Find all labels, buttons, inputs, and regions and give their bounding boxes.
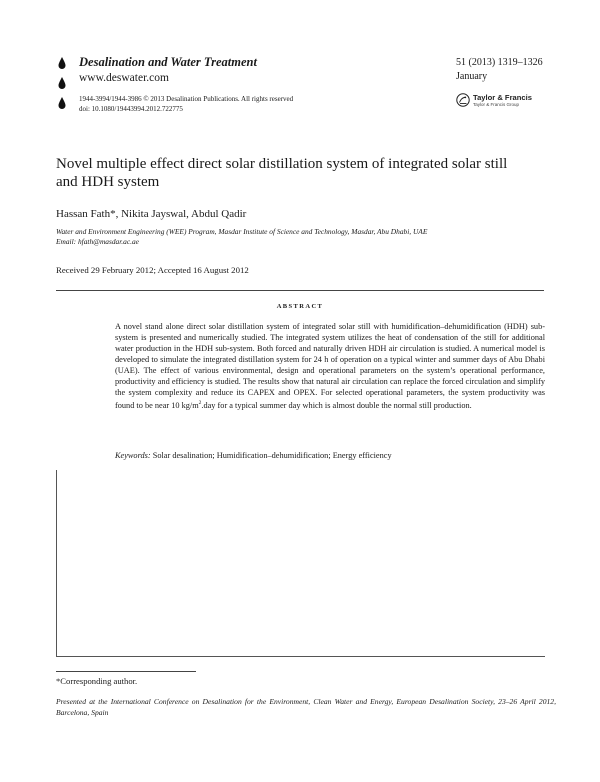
publisher-name: Taylor & Francis <box>473 93 532 102</box>
doi-line[interactable]: doi: 10.1080/19443994.2012.722775 <box>79 105 183 113</box>
received-accepted-dates: Received 29 February 2012; Accepted 16 August 2012 <box>56 265 249 275</box>
keywords-label: Keywords: <box>115 451 151 460</box>
author-email[interactable]: Email: hfath@masdar.ac.ae <box>56 237 139 246</box>
keywords-text: Solar desalination; Humidification–dehumidification; Energy efficiency <box>152 451 392 460</box>
footnote-rule <box>56 671 196 672</box>
article-title: Novel multiple effect direct solar distillation system of integrated solar still and HDH system <box>56 156 508 190</box>
abstract-superscript: 2 <box>198 400 202 407</box>
abstract-text <box>115 321 545 411</box>
publisher-logo <box>456 93 546 109</box>
affiliation-text: Water and Environment Engineering (WEE) Program, Masdar Institute of Science and Technology, Masdar, Abu Dhabi, UAE <box>56 227 428 236</box>
footnote-presented-at: Presented at the International Conference on Desalination for the Environment, Clean Water and Energy, European Desalination Society, 23–26 April 2012, Barcelona, Spain <box>56 697 556 717</box>
footnote-corresponding-author: *Corresponding author. <box>56 676 138 686</box>
header-divider <box>56 290 544 291</box>
taylor-francis-logo-icon <box>456 93 470 107</box>
left-vertical-rule <box>56 470 57 656</box>
volume-info <box>456 56 543 84</box>
publisher-group: Taylor & Francis Group <box>473 102 520 107</box>
issn-copyright-line: 1944-3994/1944-3986 © 2013 Desalination Publications. All rights reserved <box>79 95 294 103</box>
author-affiliation <box>56 227 476 247</box>
publication-info <box>79 94 293 114</box>
abstract-text-part2: .day for a typical summer day which is almost double the normal still production. <box>201 401 472 411</box>
abstract-heading: ABSTRACT <box>276 303 324 310</box>
journal-title: Desalination and Water Treatment <box>79 55 257 69</box>
keywords <box>115 450 545 461</box>
issue-month: January <box>456 71 488 82</box>
article-authors: Hassan Fath*, Nikita Jayswal, Abdul Qadir <box>56 208 247 220</box>
abstract-bottom-divider <box>56 656 545 657</box>
journal-url[interactable]: www.deswater.com <box>79 72 169 84</box>
water-drops-icon <box>56 56 68 116</box>
abstract-text-part1: A novel stand alone direct solar distillation system of integrated solar still with humidification–dehumidification (HDH) sub-system is presented and numerically studied. The integrated system utilizes the heat of condensation of the still for additional water production in the HDH sub-system. Both forced and naturally driven HDH air circulation is studied. A numerical model is developed to simulate the integrated distillation system for 24 h of operation on a typical winter and summer days of Abu Dhabi (UAE). The effect of various environmental, design and operational parameters on the system’s operational performance, productivity and efficiency is studied. The results show that natural air circulation can replace the forced circulation and simplify the system complexity and reduce its CAPEX and OPEX. For selected operational parameters, the system productivity was found to be near 10 kg/m <box>115 322 545 411</box>
volume-pages: 51 (2013) 1319–1326 <box>456 57 543 68</box>
